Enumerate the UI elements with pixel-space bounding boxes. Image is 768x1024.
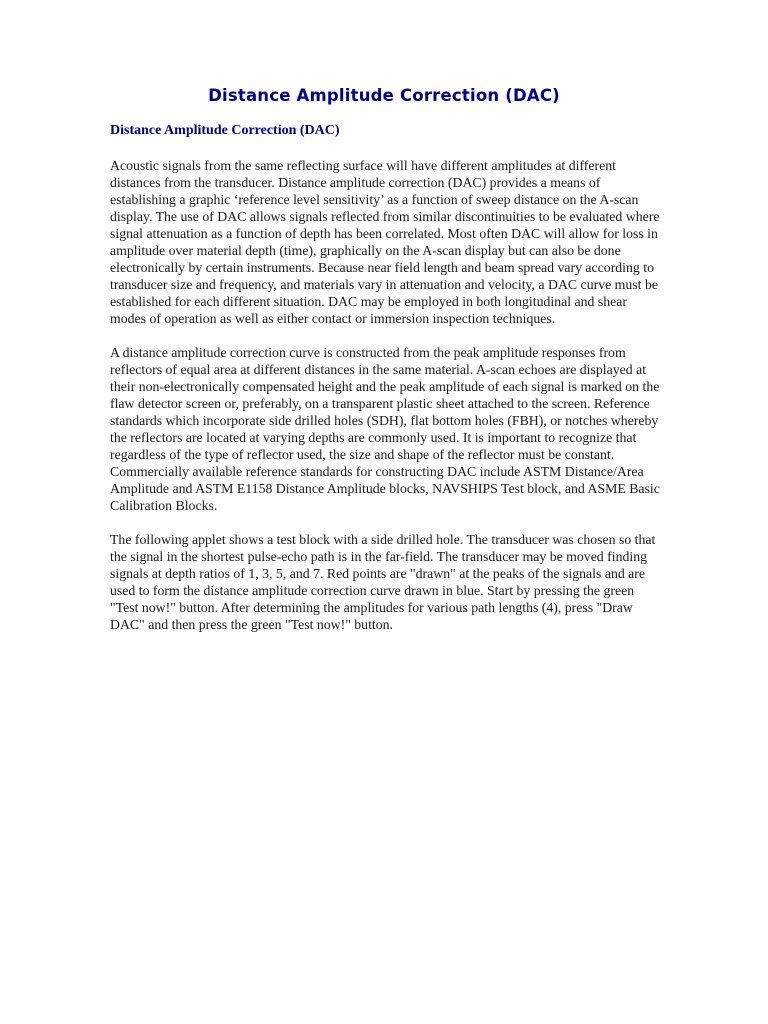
paragraph-applet-description: The following applet shows a test block with a side drilled hole. The transducer was chosen so that the signal in the shortest pulse-echo path is in the far-field. The transducer may be moved finding signals at depth ratios of 1, 3, 5, and 7. Red points are "drawn" at the peaks of the signals and are used to form the distance amplitude correction curve drawn in blue. Start by pressing the green "Test now!" button. After determining the amplitudes for various path lengths (4), press "Draw DAC" and then press the green "Test now!" button. [110, 532, 656, 632]
paragraph-curve-construction: A distance amplitude correction curve is constructed from the peak amplitude responses from reflectors of equal area at different distances in the same material. A-scan echoes are displayed at their non-electronically compensated height and the peak amplitude of each signal is marked on the flaw detector screen or, preferably, on a transparent plastic sheet attached to the screen. Reference standards which incorporate side drilled holes (SDH), flat bottom holes (FBH), or notches whereby the reflectors are located at varying depths are commonly used. It is important to recognize that regardless of the type of reflector used, the size and shape of the reflector must be constant. Commercially available reference standards for constructing DAC include ASTM Distance/Area Amplitude and ASTM E1158 Distance Amplitude blocks, NAVSHIPS Test block, and ASME Basic Calibration Blocks. [110, 345, 660, 513]
document-title: Distance Amplitude Correction (DAC) [208, 86, 560, 105]
section-heading: Distance Amplitude Correction (DAC) [110, 123, 340, 138]
paragraph-intro: Acoustic signals from the same reflecting surface will have different amplitudes at different distances from the transducer. Distance amplitude correction (DAC) provides a means of establishing a graphic ‘reference level sensitivity’ as a function of sweep distance on the A-scan display. The use of DAC allows signals reflected from similar discontinuities to be evaluated where signal attenuation as a function of depth has been correlated. Most often DAC will allow for loss in amplitude over material depth (time), graphically on the A-scan display but can also be done electronically by certain instruments. Because near field length and beam spread vary according to transducer size and frequency, and materials vary in attenuation and velocity, a DAC curve must be established for each different situation. DAC may be employed in both longitudinal and shear modes of operation as well as either contact or immersion inspection techniques. [110, 158, 660, 326]
document-body [110, 122, 662, 650]
